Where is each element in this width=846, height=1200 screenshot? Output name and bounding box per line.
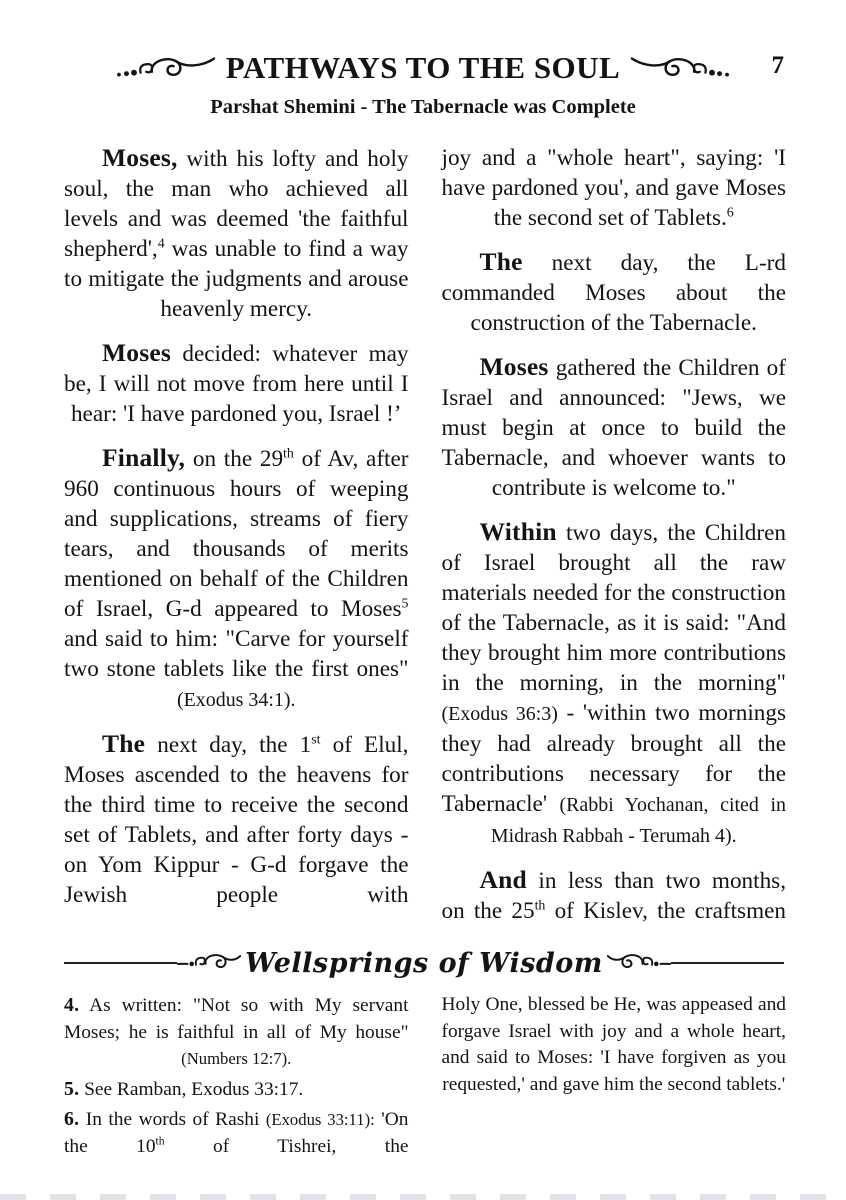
paragraph xyxy=(64,338,409,429)
page-number: 7 xyxy=(771,52,784,79)
paragraph-text: and said to him: "Carve for yourself two stone tablets like the first ones" xyxy=(64,626,409,682)
paragraph-text: gathered the Children of Israel and announced: "Jews, we must begin at once to build the Tabernacle, and whoever wants to contribute is welcome to." xyxy=(441,355,786,501)
footnote-item xyxy=(442,992,787,1098)
divider-rule xyxy=(671,962,784,964)
citation: (Numbers 12:7). xyxy=(181,1049,292,1068)
footnotes xyxy=(0,988,846,1163)
paragraph-text: In the words of Rashi xyxy=(79,1109,266,1130)
paragraph-text: joy and a "whole heart", saying: 'I have pardoned you', and gave Moses the second set of Tablets. xyxy=(441,145,786,231)
footnote-reference: th xyxy=(283,446,294,462)
footnote-reference: th xyxy=(155,1134,165,1148)
right-column xyxy=(442,143,787,940)
paragraph-text: next day, the 1 xyxy=(145,732,312,758)
footnote-reference: st xyxy=(311,732,321,748)
paragraph-lead: Moses, xyxy=(102,143,178,172)
scroll-flourish-icon xyxy=(177,950,241,976)
paragraph-text: on the 29 xyxy=(185,446,284,472)
paragraph xyxy=(64,729,409,910)
footnote-item xyxy=(64,1076,409,1104)
citation: (Exodus 33:11): xyxy=(265,1110,375,1129)
citation: (Rabbi Yochanan, cited in Midrash Rabbah - Terumah 4). xyxy=(490,794,786,847)
footnote-reference: 4 xyxy=(157,236,165,252)
scan-artifact-strip xyxy=(0,1194,846,1200)
paragraph xyxy=(64,143,409,324)
paragraph-text: of Elul, Moses ascended to the heavens for the third time to receive the second set of Tablets, and after forty days - on Yom Kippur - G-d forgave the Jewish people with xyxy=(64,732,409,908)
paragraph-text: of Tishrei, the xyxy=(164,1135,409,1157)
paragraph xyxy=(442,352,787,503)
paragraph xyxy=(442,247,787,338)
citation: (Exodus 34:1). xyxy=(176,689,296,711)
page-subtitle: Parshat Shemini - The Tabernacle was Complete xyxy=(210,96,636,118)
paragraph-text: with his lofty and holy soul, the man who achieved all levels and was deemed 'the faithful shepherd', xyxy=(64,146,409,262)
paragraph-lead: 6. xyxy=(64,1108,80,1130)
paragraph xyxy=(442,865,787,926)
footnotes-section-title: Wellsprings of Wisdom xyxy=(245,947,603,979)
paragraph-lead: Within xyxy=(479,517,557,546)
paragraph-text: decided: whatever may be, I will not move from here until I hear: 'I have pardoned you, Israel !’ xyxy=(64,341,409,427)
scroll-flourish-icon xyxy=(607,950,671,976)
footnote-reference: 6 xyxy=(726,205,734,221)
paragraph-text: 'On the 10 xyxy=(64,1109,409,1157)
paragraph-text: next day, the L-rd commanded Moses about the construction of the Tabernacle. xyxy=(441,250,786,336)
paragraph-lead: 4. xyxy=(64,994,80,1016)
paragraph-text: - 'within two mornings they had already brought all the contributions necessary for the Tabernacle' xyxy=(441,700,786,817)
article-body xyxy=(0,119,846,940)
footnotes-right-column xyxy=(442,992,787,1163)
footnote-item xyxy=(64,1106,409,1160)
paragraph-lead: The xyxy=(102,729,146,758)
paragraph-lead: Moses xyxy=(479,352,549,381)
paragraph-lead: Moses xyxy=(102,338,172,367)
paragraph-text: As written: "Not so with My servant Moses; he is faithful in all of My house" xyxy=(64,995,409,1043)
paragraph-lead: The xyxy=(479,247,523,276)
paragraph-lead: And xyxy=(479,865,527,894)
footnote-divider xyxy=(64,946,784,980)
footnote-reference: 5 xyxy=(401,596,409,612)
paragraph-text: in less than two months, on the 25 xyxy=(441,868,786,924)
paragraph-text: two days, the Children of Israel brought all the raw materials needed for the construction of the Tabernacle, as it is said: "And they brought him more contributions in the morning, in the morning" xyxy=(441,520,786,696)
paragraph xyxy=(64,443,409,715)
citation: (Exodus 36:3) xyxy=(441,703,558,725)
paragraph-text: Holy One, blessed be He, was appeased and forgave Israel with joy and a whole heart, and said to Moses: 'I have forgiven as you requested,' and gave him the second tablets.' xyxy=(441,994,786,1095)
paragraph xyxy=(442,143,787,233)
paragraph-text: of Kislev, the craftsmen xyxy=(545,898,786,924)
footnote-reference: th xyxy=(534,898,546,914)
paragraph xyxy=(442,517,787,851)
paragraph-lead: Finally, xyxy=(102,443,186,472)
left-column xyxy=(64,143,409,940)
footnote-item xyxy=(64,992,409,1073)
page-title: PATHWAYS TO THE SOUL xyxy=(225,50,621,85)
paragraph-lead: 5. xyxy=(64,1077,80,1100)
paragraph-text: See Ramban, Exodus 33:17. xyxy=(79,1078,304,1100)
scroll-flourish-icon xyxy=(628,52,732,84)
page-header xyxy=(0,0,846,119)
footnotes-left-column xyxy=(64,992,409,1163)
paragraph-text: of Av, after 960 continuous hours of weeping and supplications, streams of fiery tears, and thousands of merits mentioned on behalf of the Children of Israel, G-d appeared to Moses xyxy=(64,446,409,622)
divider-rule xyxy=(64,962,177,964)
paragraph-text: was unable to find a way to mitigate the judgments and arouse heavenly mercy. xyxy=(64,236,409,322)
scroll-flourish-icon xyxy=(114,52,218,84)
